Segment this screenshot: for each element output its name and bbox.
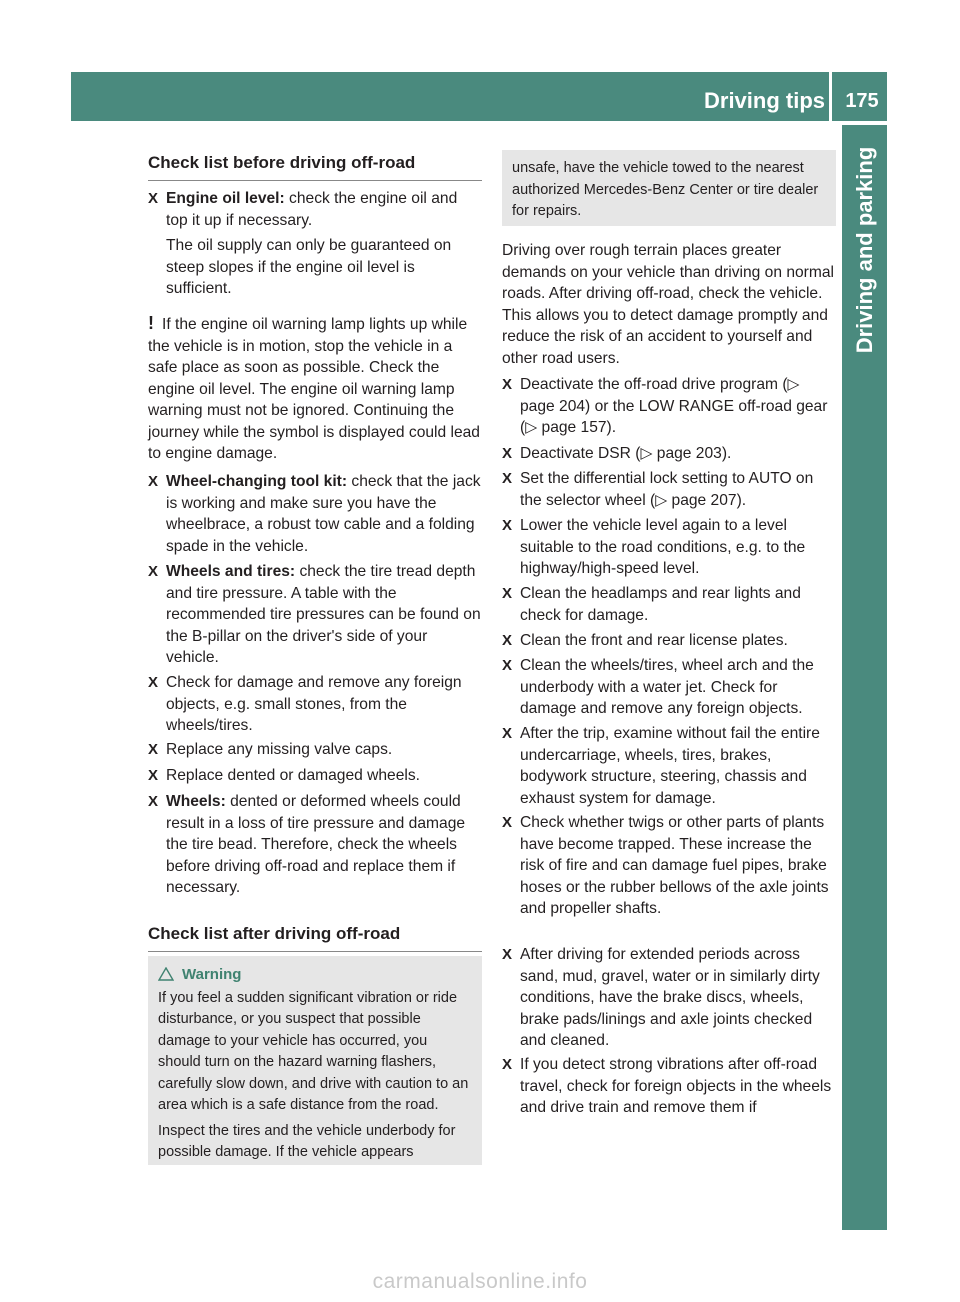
bullet-icon: X bbox=[502, 632, 513, 649]
list-item bbox=[148, 672, 482, 737]
warning-text-2: Inspect the tires and the vehicle underbody for possible damage. If the vehicle appears bbox=[158, 1122, 456, 1160]
item-text: After the trip, examine without fail the entire undercarriage, wheels, tires, brakes, bodywork structure, steering, chassis and exhaust system for damage. bbox=[520, 725, 820, 807]
bullet-icon: X bbox=[502, 517, 513, 534]
bullet-icon: X bbox=[502, 445, 513, 462]
warning-text-cont: unsafe, have the vehicle towed to the nearest authorized Mercedes-Benz Center or tire dealer for repairs. bbox=[512, 160, 819, 219]
intro-paragraph: Driving over rough terrain places greater demands on your vehicle than driving on normal roads. After driving off-road, check the vehicle. This allows you to detect damage promptly and reduce the risk of an accident to yourself and other road users. bbox=[502, 242, 834, 367]
warning-triangle-icon bbox=[158, 967, 174, 981]
list-item bbox=[148, 739, 482, 761]
bullet-icon: X bbox=[502, 725, 513, 742]
bullet-icon: X bbox=[502, 470, 513, 487]
list-item bbox=[502, 443, 836, 465]
item-text: Set the differential lock setting to AUTO on the selector wheel (▷ page 207). bbox=[520, 470, 814, 509]
item-lead: Engine oil level: bbox=[166, 190, 285, 207]
item-text: Replace dented or damaged wheels. bbox=[166, 767, 420, 784]
list-item bbox=[148, 188, 482, 300]
heading-before-offroad: Check list before driving off-road bbox=[148, 152, 482, 181]
bullet-icon: X bbox=[148, 674, 159, 691]
list-item bbox=[502, 1054, 836, 1119]
list-item bbox=[502, 655, 836, 720]
item-text: Clean the wheels/tires, wheel arch and the underbody with a water jet. Check for damage and remove any foreign objects. bbox=[520, 657, 814, 717]
item-text: Deactivate the off-road drive program (▷ page 204) or the LOW RANGE off-road gear (▷ page 157). bbox=[520, 376, 828, 436]
list-item bbox=[148, 471, 482, 557]
bullet-icon: X bbox=[148, 741, 159, 758]
bullet-icon: X bbox=[148, 793, 159, 810]
list-item bbox=[502, 630, 836, 652]
bullet-icon: X bbox=[148, 767, 159, 784]
item-lead: Wheels: bbox=[166, 793, 226, 810]
warning-text-1: If you feel a sudden significant vibration or ride disturbance, or you suspect that possible damage to your vehicle has occurred, you should turn on the hazard warning flashers, carefully slow down, and drive with caution to an area which is a safe distance from the road. bbox=[158, 989, 469, 1113]
list-item bbox=[502, 468, 836, 511]
item-text: Lower the vehicle level again to a level suitable to the road conditions, e.g. to the highway/high-speed level. bbox=[520, 517, 806, 577]
notice-icon: ! bbox=[148, 313, 154, 333]
item-text: Check whether twigs or other parts of plants have become trapped. These increase the risk of fire and can damage fuel pipes, brake hoses or the rubber bellows of the axle joints and propeller shafts. bbox=[520, 814, 829, 917]
list-item bbox=[502, 583, 836, 626]
item-text: After driving for extended periods across sand, mud, gravel, water or in similarly dirty conditions, have the brake discs, wheels, brake pads/linings and axle joints checked and cleaned. bbox=[520, 946, 820, 1049]
item-text: Clean the front and rear license plates. bbox=[520, 632, 788, 649]
header-divider bbox=[829, 72, 832, 121]
item-lead: Wheels and tires: bbox=[166, 563, 296, 580]
item-text: Deactivate DSR (▷ page 203). bbox=[520, 445, 732, 462]
warning-box-continued bbox=[502, 150, 836, 226]
notice-paragraph bbox=[148, 313, 482, 465]
list-item bbox=[502, 944, 836, 1052]
bullet-icon: X bbox=[502, 657, 513, 674]
heading-after-offroad: Check list after driving off-road bbox=[148, 923, 482, 952]
footer-watermark: carmanualsonline.info bbox=[372, 1270, 588, 1293]
list-item bbox=[148, 561, 482, 669]
item-text: check that the jack is working and make sure you have the wheelbrace, a robust tow cable and a folding spade in the vehicle. bbox=[166, 473, 481, 555]
warning-title: Warning bbox=[182, 966, 242, 983]
bullet-icon: X bbox=[148, 190, 159, 207]
warning-box bbox=[148, 956, 482, 1165]
list-item bbox=[502, 515, 836, 580]
bullet-icon: X bbox=[502, 946, 513, 963]
list-item bbox=[148, 791, 482, 899]
list-item bbox=[502, 812, 836, 920]
item-text: Replace any missing valve caps. bbox=[166, 741, 393, 758]
item-subtext: The oil supply can only be guaranteed on steep slopes if the engine oil level is sufficient. bbox=[166, 237, 452, 297]
item-text: Check for damage and remove any foreign objects, e.g. small stones, from the wheels/tires. bbox=[166, 674, 462, 734]
item-text: check the engine oil and top it up if necessary. bbox=[166, 190, 458, 229]
item-text: Clean the headlamps and rear lights and check for damage. bbox=[520, 585, 801, 624]
section-title: Driving tips bbox=[704, 88, 826, 113]
item-text: check the tire tread depth and tire pressure. A table with the recommended tire pressures can be found on the B-pillar on the driver's side of your vehicle. bbox=[166, 563, 481, 666]
item-lead: Wheel-changing tool kit: bbox=[166, 473, 348, 490]
warning-heading bbox=[158, 964, 472, 986]
side-tab-label bbox=[842, 125, 887, 375]
item-text: dented or deformed wheels could result in a loss of tire pressure and damage the tire bead. Therefore, check the wheels before driving off-road and replace them if necessary. bbox=[166, 793, 466, 896]
item-text: If you detect strong vibrations after off-road travel, check for foreign objects in the wheels and drive train and remove them if bbox=[520, 1056, 832, 1116]
list-item bbox=[502, 723, 836, 809]
bullet-icon: X bbox=[148, 473, 159, 490]
bullet-icon: X bbox=[502, 814, 513, 831]
list-item bbox=[148, 765, 482, 787]
notice-text: If the engine oil warning lamp lights up while the vehicle is in motion, stop the vehicle in a safe place as soon as possible. Check the engine oil level. The engine oil warning lamp warning must not be ignored. Continuing the journey while the symbol is displayed could lead to engine damage. bbox=[148, 316, 480, 462]
page-number: 175 bbox=[845, 90, 879, 112]
side-tab-text: Driving and parking bbox=[851, 146, 877, 354]
bullet-icon: X bbox=[148, 563, 159, 580]
bullet-icon: X bbox=[502, 376, 513, 393]
bullet-icon: X bbox=[502, 1056, 513, 1073]
list-item bbox=[502, 374, 836, 439]
bullet-icon: X bbox=[502, 585, 513, 602]
